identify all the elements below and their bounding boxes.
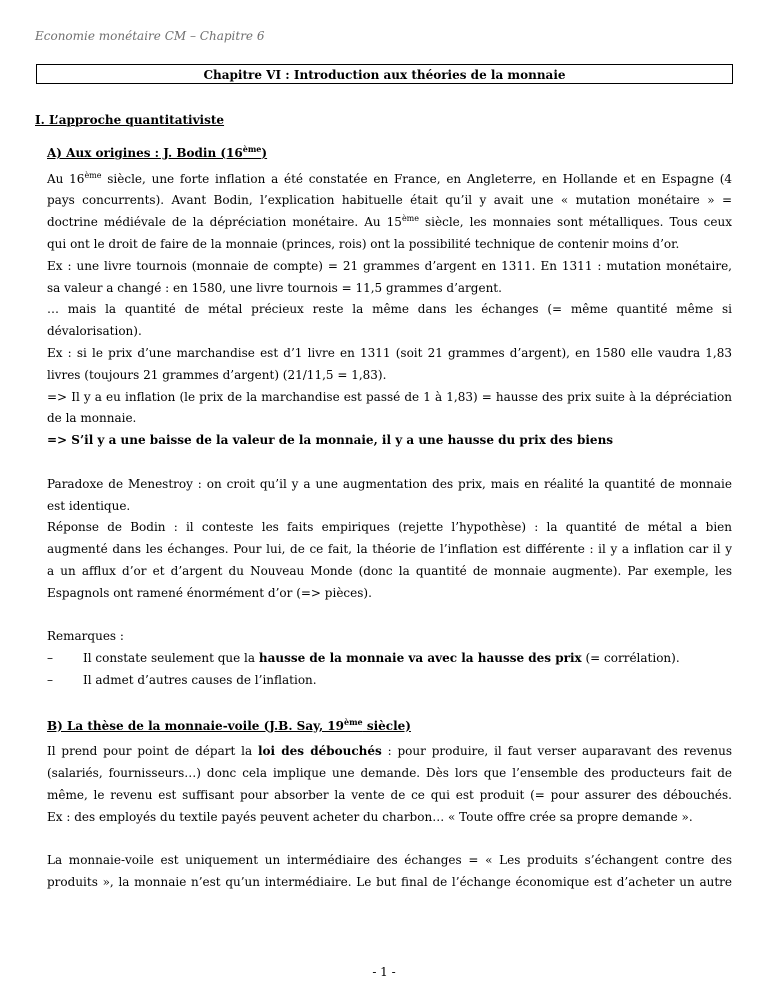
subsection-heading-a: A) Aux origines : J. Bodin (16ème): [47, 143, 268, 160]
list-item: – Il admet d’autres causes de l’inflation.: [47, 672, 317, 687]
paragraph-say: Il prend pour point de départ la loi des débouchés : pour produire, il faut verser auparavant des revenus (salariés, fournisseurs…) donc cela implique une demande. Dès lors que l’ensemble des producteurs fait de même, le revenu est suffisant pour absorber la vente de ce qui est produit (= pour assurer des débouchés. Ex : des employés du textile payés peuvent acheter du charbon… « Toute offre crée sa propre demande ». La monnaie-voile est uniquement un intermédiaire des échanges = « Les produits s’échangent contre des produits », la monnaie n’est qu’un intermédiaire. Le but final de l’échange économique est d’acheter un autre: [47, 744, 733, 890]
page-number: - 1 -: [372, 965, 396, 979]
running-header: Economie monétaire CM – Chapitre 6: [35, 29, 265, 43]
section-heading-1: I. L’approche quantitativiste: [35, 113, 225, 127]
remarks-list: [47, 648, 732, 692]
remarks-title: Remarques :: [47, 629, 124, 644]
paragraph-bodin: Au 16ème siècle, une forte inflation a été constatée en France, en Angleterre, en Hollande et en Espagne (4 pays concurrents). Avant Bodin, l’explication habituelle était qu’il y avait une « mutation monétaire » = doctrine médiévale de la dépréciation monétaire. Au 15ème siècle, les monnaies sont métalliques. Tous ceux qui ont le droit de faire de la monnaie (princes, rois) ont la possibilité technique de contenir moins d’or. Ex : une livre tournois (monnaie de compte) = 21 grammes d’argent en 1311. En 1311 : mutation monétaire, sa valeur a changé : en 1580, une livre tournois = 11,5 grammes d’argent. … mais la quantité de métal précieux reste la même dans les échanges (= même quantité même si dévalorisation). Ex : si le prix d’une marchandise est d’1 livre en 1311 (soit 21 grammes d’argent), en 1580 elle vaudra 1,83 livres (toujours 21 grammes d’argent) (21/11,5 = 1,83). => Il y a eu inflation (le prix de la marchandise est passé de 1 à 1,83) = hausse des prix suite à la dépréciation de la monnaie. => S’il y a une baisse de la valeur de la monnaie, il y a une hausse du prix des biens Paradoxe de Menestroy : on croit qu’il y a une augmentation des prix, mais en réalité la quantité de monnaie est identique. Réponse de Bodin : il conteste les faits empiriques (rejette l’hypothèse) : la quantité de métal a bien augmenté dans les échanges. Pour lui, de ce fait, la théorie de l’inflation est différente : il y a inflation car il y a un afflux d’or et d’argent du Nouveau Monde (donc la quantité de monnaie augmente). Par exemple, les Espagnols ont ramené énormément d’or (=> pièces). Remarques : – Il constate seulement que la hausse de la monnaie va avec la hausse des prix (= corrélation). – Il admet d’autres causes de l’inflation.: [47, 169, 732, 714]
example-1: Ex : une livre tournois (monnaie de compte) = 21 grammes d’argent en 1311. En 1311 : mutation monétaire,: [47, 258, 732, 273]
chapter-title: Chapitre VI : Introduction aux théories de la monnaie: [36, 64, 733, 84]
subsection-heading-b: B) La thèse de la monnaie-voile (J.B. Say, 19ème siècle): [47, 716, 411, 733]
key-conclusion: => S’il y a une baisse de la valeur de la monnaie, il y a une hausse du prix des biens: [47, 433, 614, 448]
example-2: Ex : si le prix d’une marchandise est d’1 livre en 1311 (soit 21 grammes d’argent), en 1580 elle vaudra 1,83: [47, 345, 732, 360]
list-item: – Il constate seulement que la hausse de la monnaie va avec la hausse des prix (= corrélation).: [47, 651, 680, 666]
document-body: [35, 110, 732, 894]
